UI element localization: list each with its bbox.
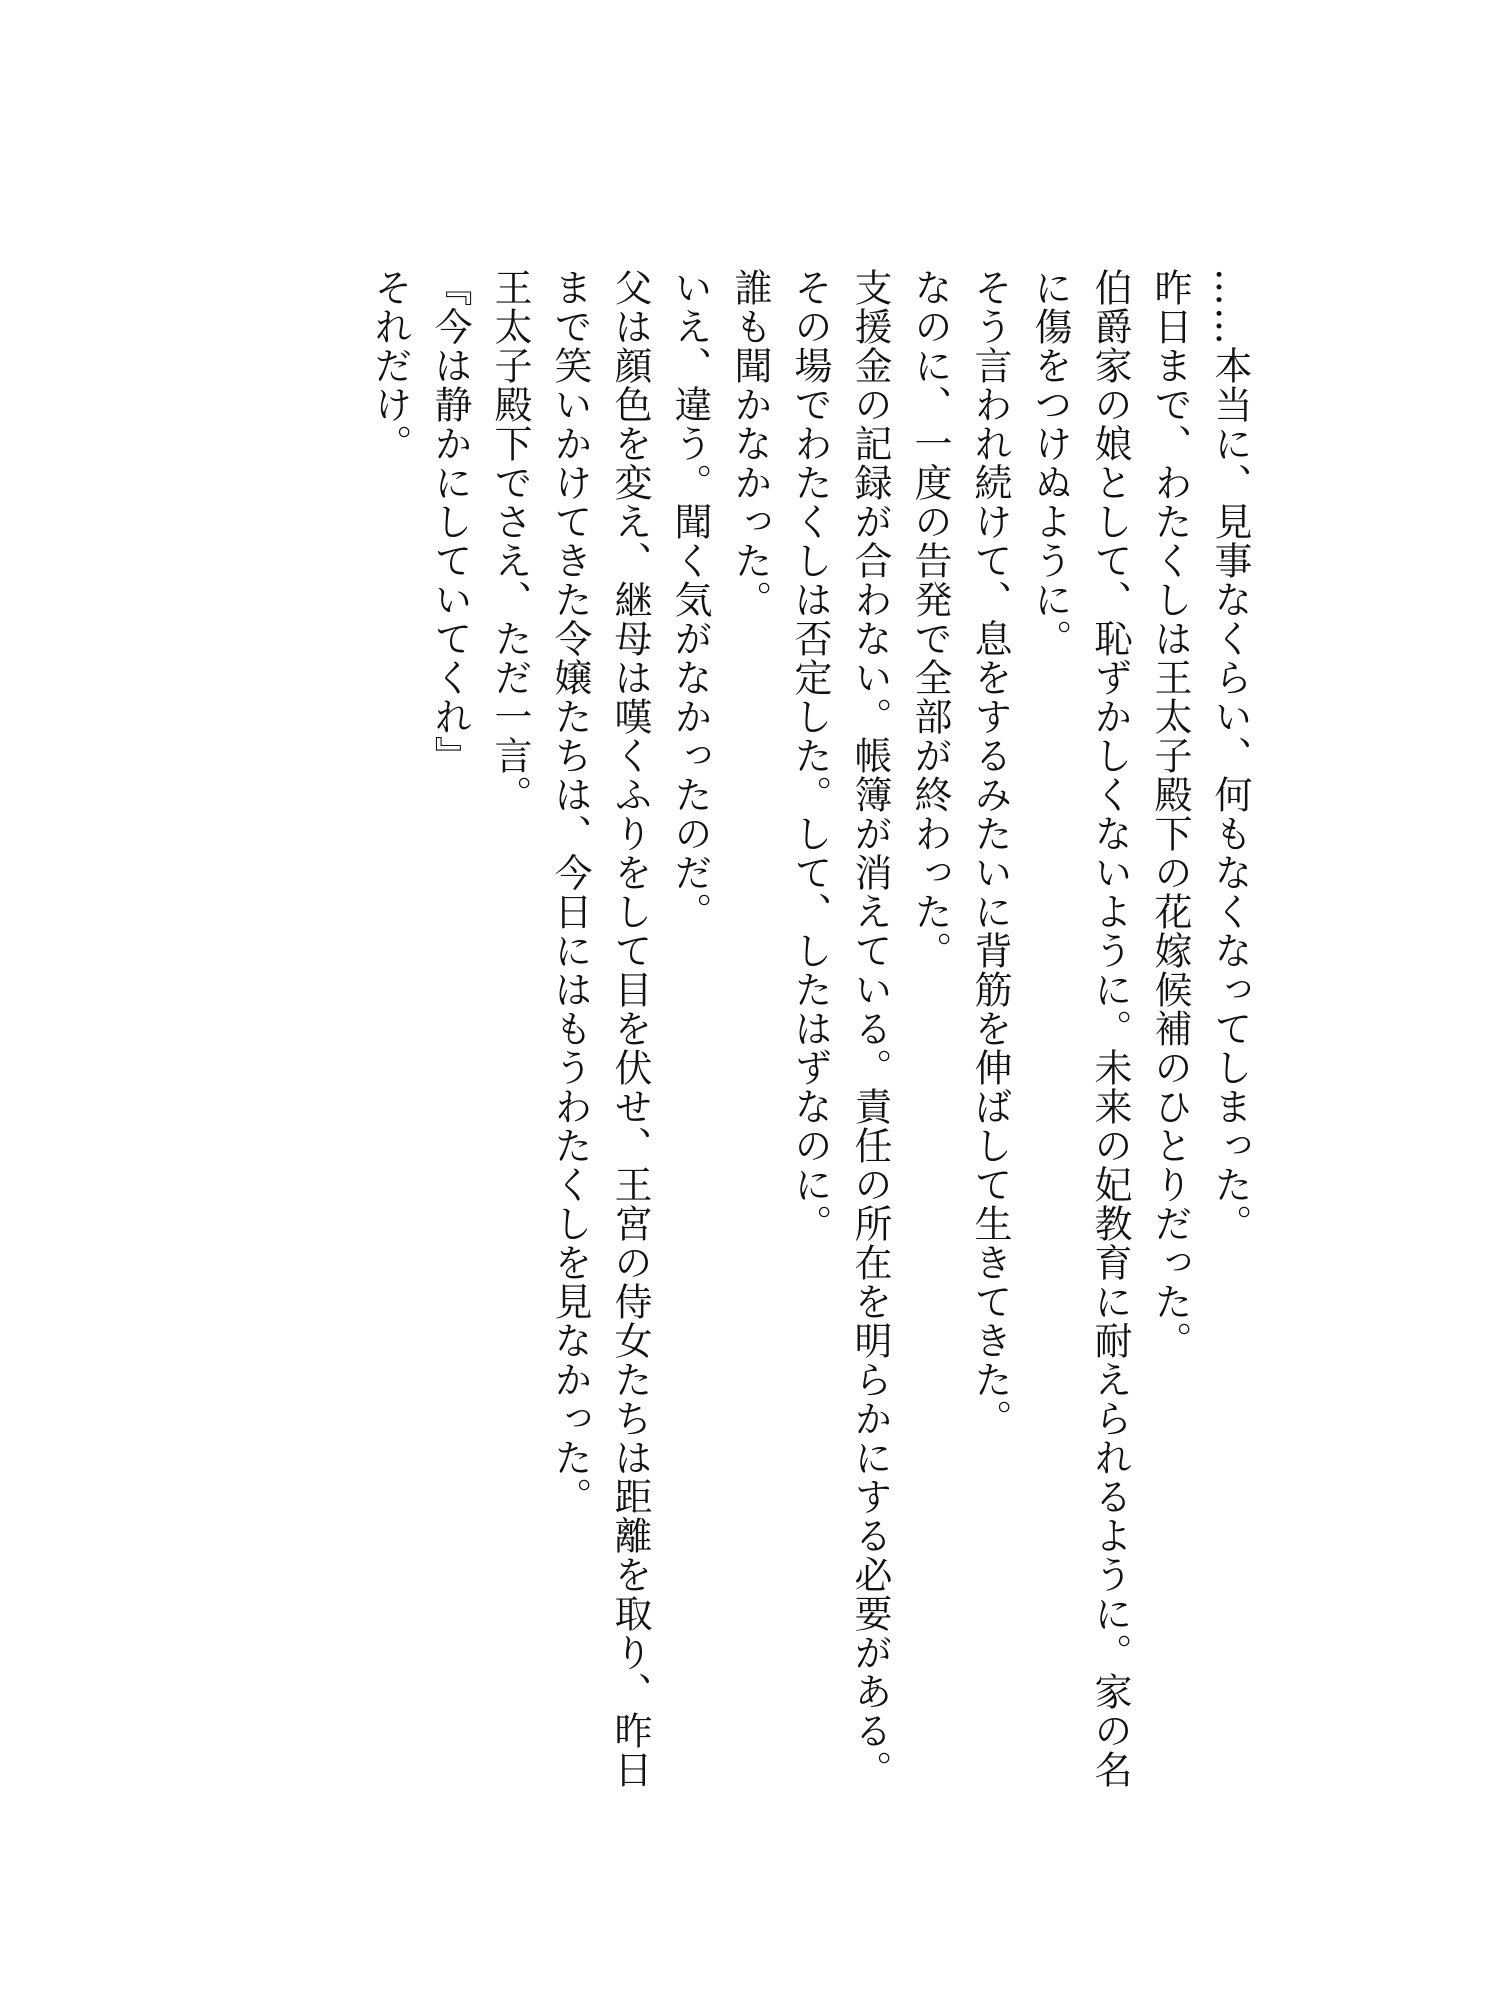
paragraph-7: その場でわたくしは否定した。して、したはずなのに。 <box>788 268 832 1243</box>
paragraph-10: 父は顔色を変え、継母は嘆くふりをして目を伏せ、王宮の侍女たちは距離を取り、昨日まで笑いかけてきた令嬢たちは、今日にはもうわたくしを見なかった。 <box>548 268 652 1789</box>
paragraph-1: ……本当に、見事なくらい、何もなくなってしまった。 <box>1208 268 1252 1243</box>
paragraph-13: それだけ。 <box>368 268 412 463</box>
paragraph-6: 支援金の記録が合わない。帳簿が消えている。責任の所在を明らかにする必要がある。 <box>848 268 892 1789</box>
paragraph-12: 『今は静かにしていてくれ』 <box>428 268 472 775</box>
paragraph-8: 誰も聞かなかった。 <box>728 268 772 619</box>
paragraph-2: 昨日まで、わたくしは王太子殿下の花嫁候補のひとりだった。 <box>1148 268 1192 1360</box>
paragraph-3: 伯爵家の娘として、恥ずかしくないように。未来の妃教育に耐えられるように。家の名に傷をつけぬように。 <box>1028 268 1132 1789</box>
vertical-text-body <box>360 268 1260 1798</box>
paragraph-9: いえ、違う。聞く気がなかったのだ。 <box>668 268 712 931</box>
paragraph-5: なのに、一度の告発で全部が終わった。 <box>908 268 952 970</box>
paragraph-4: そう言われ続けて、息をするみたいに背筋を伸ばして生きてきた。 <box>968 268 1012 1438</box>
paragraph-11: 王太子殿下でさえ、ただ一言。 <box>488 268 532 814</box>
